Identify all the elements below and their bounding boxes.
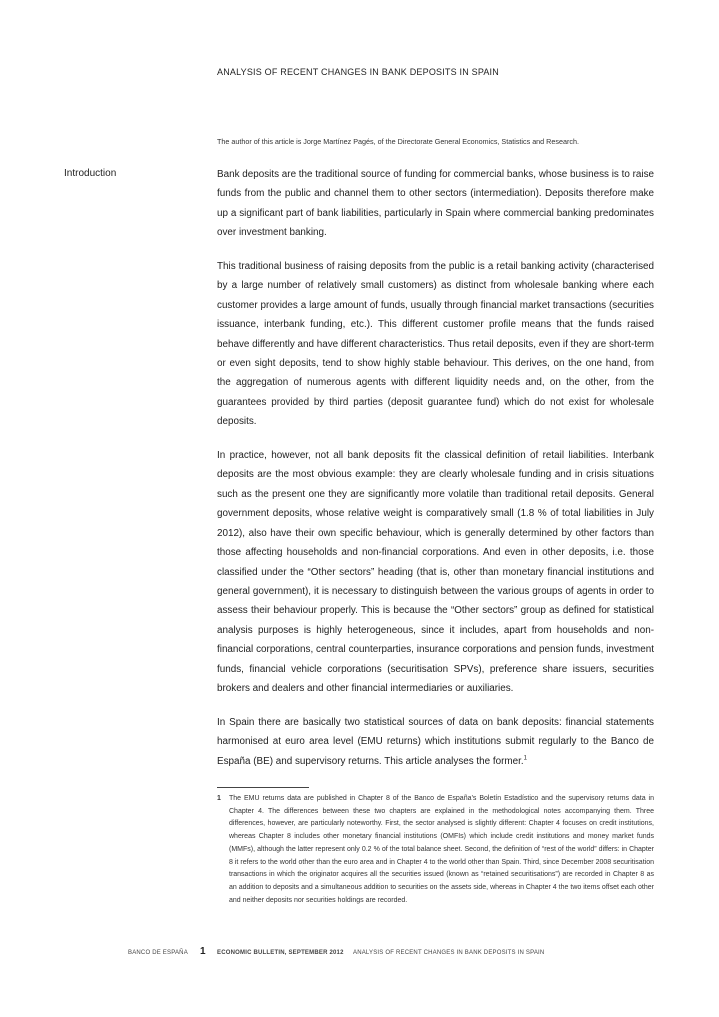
paragraph: In practice, however, not all bank deposits fit the classical definition of retail liabilities. Interbank deposits are the most obvious example: they are clearly wholesale funding and in crisis situations such as the present one they are significantly more volatile than traditional retail deposits. General government deposits, whose relative weight is comparatively small (1.8 % of total liabilities in July 2012), also have their own specific behaviour, which is generally determined by other factors than those affecting households and non-financial corporations. And even in other deposits, i.e. those classified under the “Other sectors” heading (that is, other than monetary financial institutions and general government), it is necessary to distinguish between the various groups of agents in order to assess their behaviour properly. This is because the “Other sectors” group as defined for statistical analysis purposes is highly heterogeneous, since it includes, apart from households and non-financial corporations, central counterparties, insurance corporations and pension funds, investment funds, financial vehicle corporations (securitisation SPVs), preference share issuers, securities brokers and dealers and other financial intermediaries or auxiliaries. <box>217 450 654 694</box>
footnote-text: The EMU returns data are published in Chapter 8 of the Banco de España’s Boletín Estadístico and the supervisory returns data in Chapter 4. The differences between these two chapters are explained in the methodological notes accompanying them. Three differences, however, are particularly noteworthy. First, the sector analysed is slightly different: Chapter 4 focuses on credit institutions, whereas Chapter 8 includes other monetary financial institutions (OMFIs) which include credit institutions and money market funds (MMFs), although the latter represent only 0.2 % of the total balance sheet. Second, the definition of “rest of the world” differs: in Chapter 8 it refers to the world other than the euro area and in Chapter 4 to the world other than Spain. Third, since December 2008 securitisation transactions in which the originator acquires all the securities issued (known as “retained securitisations”) are recorded in Chapter 8 as an addition to deposits and a simultaneous addition to securities on the assets side, whereas in Chapter 4 the two items offset each other and neither deposits nor securities holdings are recorded. <box>229 795 654 904</box>
footer-bank-name: BANCO DE ESPAÑA <box>128 950 188 956</box>
footnote-reference[interactable]: 1 <box>523 755 527 762</box>
footer-bulletin-title: ECONOMIC BULLETIN, SEPTEMBER 2012 <box>217 950 344 956</box>
footer-page-number: 1 <box>200 946 206 957</box>
footnote <box>217 793 654 907</box>
footnote-rule <box>217 787 309 788</box>
footer-article-title: ANALYSIS OF RECENT CHANGES IN BANK DEPOSITS IN SPAIN <box>353 950 545 956</box>
section-label-introduction: Introduction <box>64 168 117 179</box>
article-body <box>217 165 654 785</box>
paragraph: This traditional business of raising deposits from the public is a retail banking activity (characterised by a large number of relatively small customers) as distinct from wholesale banking where each customer provides a large amount of funds, usually through financial market transactions (securities issuance, interbank funding, etc.). This different customer profile means that the funds raised behave differently and have different characteristics. Thus retail deposits, even if they are short-term or even sight deposits, tend to show highly stable behaviour. This derives, on the one hand, from the aggregation of numerous agents with different liquidity needs and, on the other, from the guarantees provided by third parties (deposit guarantee fund) which do not exist for wholesale deposits. <box>217 261 654 428</box>
author-note: The author of this article is Jorge Martínez Pagés, of the Directorate General Economics, Statistics and Research. <box>217 137 579 146</box>
paragraph-text: In Spain there are basically two statistical sources of data on bank deposits: financial statements harmonised at euro area level (EMU returns) which institutions submit regularly to the Banco de España (BE) and supervisory returns. This article analyses the former. <box>217 716 654 767</box>
paragraph: Bank deposits are the traditional source of funding for commercial banks, whose business is to raise funds from the public and channel them to other sectors (intermediation). Deposits therefore make up a significant part of bank liabilities, particularly in Spain where commercial banking predominates over investment banking. <box>217 169 654 239</box>
footnote-number: 1 <box>217 795 221 802</box>
page-title: ANALYSIS OF RECENT CHANGES IN BANK DEPOSITS IN SPAIN <box>217 67 499 77</box>
paragraph-last <box>217 713 654 771</box>
